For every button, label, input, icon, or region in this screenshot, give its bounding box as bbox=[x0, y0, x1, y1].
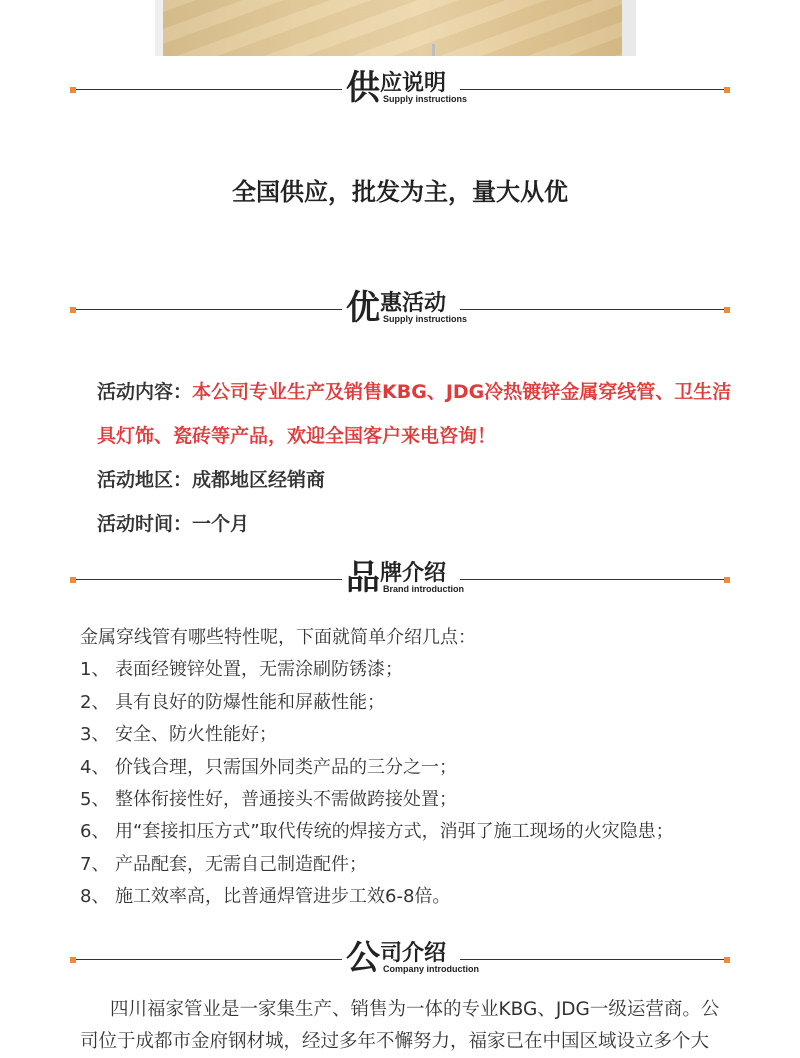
activity-region-label: 活动地区： bbox=[97, 469, 193, 491]
company-intro bbox=[80, 994, 730, 1058]
list-item bbox=[80, 883, 760, 915]
section-title bbox=[346, 68, 468, 108]
section-title bbox=[346, 938, 479, 978]
feature-intro: 金属穿线管有哪些特性呢，下面就简单介绍几点： bbox=[80, 627, 476, 648]
section-title-initial: 品 bbox=[346, 558, 380, 598]
list-item-text: 具有良好的防爆性能和屏蔽性能； bbox=[115, 691, 385, 713]
section-title-rest: 惠活动 bbox=[380, 291, 447, 316]
product-photo bbox=[155, 0, 636, 56]
list-item-number: 7、 bbox=[80, 853, 110, 875]
list-item-text: 表面经镀锌处置，无需涂刷防锈漆； bbox=[115, 659, 403, 681]
activity-time-value: 一个月 bbox=[192, 513, 250, 535]
section-title-initial: 优 bbox=[346, 288, 380, 328]
section-header-promo bbox=[70, 290, 730, 330]
list-item bbox=[80, 689, 760, 721]
list-item bbox=[80, 851, 760, 883]
activity-region-value: 成都地区经销商 bbox=[192, 469, 326, 491]
divider-line-left bbox=[76, 579, 342, 580]
divider-line-right bbox=[460, 579, 724, 580]
list-item-text: 产品配套，无需自己制造配件； bbox=[115, 853, 367, 875]
section-title bbox=[346, 288, 468, 328]
activity-time-label: 活动时间： bbox=[97, 513, 193, 535]
list-item-text: 安全、防火性能好； bbox=[115, 724, 277, 746]
section-subtitle: Company introduction bbox=[383, 964, 479, 974]
list-item-text: 整体衔接性好，普通接头不需做跨接处置； bbox=[115, 788, 457, 810]
list-item bbox=[80, 786, 760, 818]
divider-dot-left bbox=[70, 307, 76, 313]
divider-dot-left bbox=[70, 957, 76, 963]
company-intro-line-1: 四川福家管业是一家集生产、销售为一体的专业KBG、JDG一级运营商。公 bbox=[110, 999, 720, 1020]
section-subtitle: Brand introduction bbox=[383, 584, 464, 594]
photo-texture bbox=[155, 0, 636, 56]
list-item-number: 6、 bbox=[80, 821, 110, 843]
section-subtitle: Supply instructions bbox=[383, 94, 468, 104]
list-item-number: 3、 bbox=[80, 724, 110, 746]
divider-dot-right bbox=[724, 307, 730, 313]
list-item-number: 4、 bbox=[80, 756, 110, 778]
company-intro-line-2: 司位于成都市金府钢材城，经过多年不懈努力，福家已在中国区域设立多个大 bbox=[80, 1031, 710, 1052]
divider-line-right bbox=[460, 309, 724, 310]
divider-dot-left bbox=[70, 577, 76, 583]
divider-line-right bbox=[460, 89, 724, 90]
section-header-supply bbox=[70, 70, 730, 110]
divider-line-left bbox=[76, 959, 342, 960]
list-item bbox=[80, 721, 760, 753]
divider-dot-right bbox=[724, 957, 730, 963]
section-title-initial: 公 bbox=[346, 938, 380, 978]
photo-edge-right bbox=[622, 0, 636, 56]
photo-stand bbox=[432, 44, 435, 56]
list-item-number: 2、 bbox=[80, 691, 110, 713]
activity-content bbox=[97, 378, 737, 406]
divider-line-left bbox=[76, 89, 342, 90]
divider-dot-right bbox=[724, 577, 730, 583]
list-item-number: 1、 bbox=[80, 659, 110, 681]
section-header-brand bbox=[70, 560, 730, 600]
activity-content-text-2: 具灯饰、瓷砖等产品，欢迎全国客户来电咨询！ bbox=[97, 425, 497, 447]
section-header-company bbox=[70, 940, 730, 980]
activity-content-label: 活动内容： bbox=[97, 381, 193, 403]
activity-content-text-1: 本公司专业生产及销售KBG、JDG冷热镀锌金属穿线管、卫生洁 bbox=[192, 381, 732, 403]
section-title bbox=[346, 558, 464, 598]
list-item bbox=[80, 656, 760, 688]
photo-edge-left bbox=[155, 0, 163, 56]
divider-line-left bbox=[76, 309, 342, 310]
list-item bbox=[80, 818, 760, 850]
divider-dot-right bbox=[724, 87, 730, 93]
divider-dot-left bbox=[70, 87, 76, 93]
section-title-rest: 牌介绍 bbox=[380, 561, 447, 586]
list-item-text: 施工效率高，比普通焊管进步工效6-8倍。 bbox=[115, 886, 451, 908]
supply-statement: 全国供应，批发为主，量大从优 bbox=[232, 178, 568, 206]
list-item-text: 价钱合理，只需国外同类产品的三分之一； bbox=[115, 756, 457, 778]
list-item-number: 8、 bbox=[80, 886, 110, 908]
divider-line-right bbox=[460, 959, 724, 960]
list-item-number: 5、 bbox=[80, 788, 110, 810]
list-item-text: 用“套接扣压方式”取代传统的焊接方式，消弭了施工现场的火灾隐患； bbox=[115, 821, 674, 843]
activity-time bbox=[97, 510, 737, 538]
list-item bbox=[80, 754, 760, 786]
section-title-rest: 司介绍 bbox=[380, 941, 447, 966]
section-title-initial: 供 bbox=[346, 68, 380, 108]
section-title-rest: 应说明 bbox=[380, 71, 447, 96]
feature-list bbox=[80, 624, 760, 916]
section-subtitle: Supply instructions bbox=[383, 314, 468, 324]
activity-content-cont bbox=[97, 422, 737, 450]
activity-region bbox=[97, 466, 737, 494]
